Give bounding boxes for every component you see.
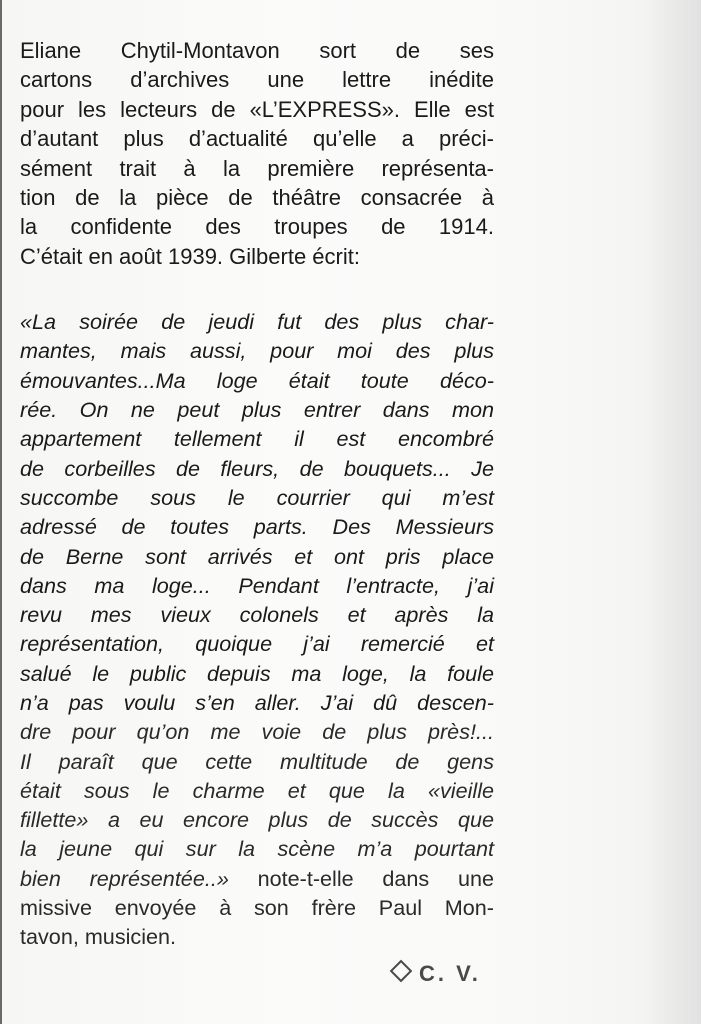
quote-line: émouvantes...Ma loge était toute déco- xyxy=(20,367,494,393)
author-signature xyxy=(393,961,481,987)
intro-line: la confidente des troupes de 1914. xyxy=(20,214,494,240)
quote-line: appartement tellement il est encombré xyxy=(20,426,494,452)
intro-line: Eliane Chytil-Montavon sort de ses xyxy=(20,38,494,63)
intro-line: tion de la pièce de théâtre consacrée à xyxy=(20,184,494,210)
intro-paragraph xyxy=(20,36,494,271)
intro-line: sément trait à la première représenta- xyxy=(20,155,494,181)
author-initials: C. V. xyxy=(419,961,481,986)
quote-end-italic: bien représentée..» xyxy=(20,865,229,891)
quote-line: la jeune qui sur la scène m’a pourtant xyxy=(20,836,494,862)
quote-line: «La soirée de jeudi fut des plus char- xyxy=(20,309,494,335)
quote-closing-line xyxy=(20,864,494,893)
quote-line: Il paraît que cette multitude de gens xyxy=(20,748,494,774)
attribution-text: note-t-elle dans une xyxy=(228,865,495,891)
diamond-icon xyxy=(390,960,413,983)
quote-line: de Berne sont arrivés et ont pris place xyxy=(20,543,494,569)
quote-line: adressé de toutes parts. Des Messieurs xyxy=(20,514,494,540)
intro-line: d’autant plus d’actualité qu’elle a préci- xyxy=(20,126,494,152)
intro-line: cartons d’archives une lettre inédite xyxy=(20,67,494,93)
quote-line: fillette» a eu encore plus de succès que xyxy=(20,807,494,833)
quote-line: n’a pas voulu s’en aller. J’ai dû descen- xyxy=(20,689,494,715)
quote-line: était sous le charme et que la «vieille xyxy=(20,777,494,803)
quote-line: de corbeilles de fleurs, de bouquets... Je xyxy=(20,455,494,481)
quote-line: succombe sous le courrier qui m’est xyxy=(20,484,494,510)
quote-line: mantes, mais aussi, pour moi des plus xyxy=(20,338,494,364)
quote-line: dans ma loge... Pendant l’entracte, j’ai xyxy=(20,572,494,598)
page-shadow xyxy=(641,0,701,1024)
quote-line: dre pour qu’on me voie de plus près!... xyxy=(20,719,494,745)
quote-line: salué le public depuis ma loge, la foule xyxy=(20,660,494,686)
quote-line: revu mes vieux colonels et après la xyxy=(20,602,494,628)
closing-line: missive envoyée à son frère Paul Mon- xyxy=(20,895,494,921)
article-column xyxy=(20,36,494,952)
quoted-letter xyxy=(20,307,494,952)
closing-line: tavon, musicien. xyxy=(20,924,177,950)
intro-line: C’était en août 1939. Gilberte écrit: xyxy=(20,243,360,269)
column-rule xyxy=(0,0,2,1024)
intro-line: pour les lecteurs de «L’EXPRESS». Elle est xyxy=(20,96,494,122)
quote-line: rée. On ne peut plus entrer dans mon xyxy=(20,397,494,423)
quote-line: représentation, quoique j’ai remercié et xyxy=(20,631,494,657)
